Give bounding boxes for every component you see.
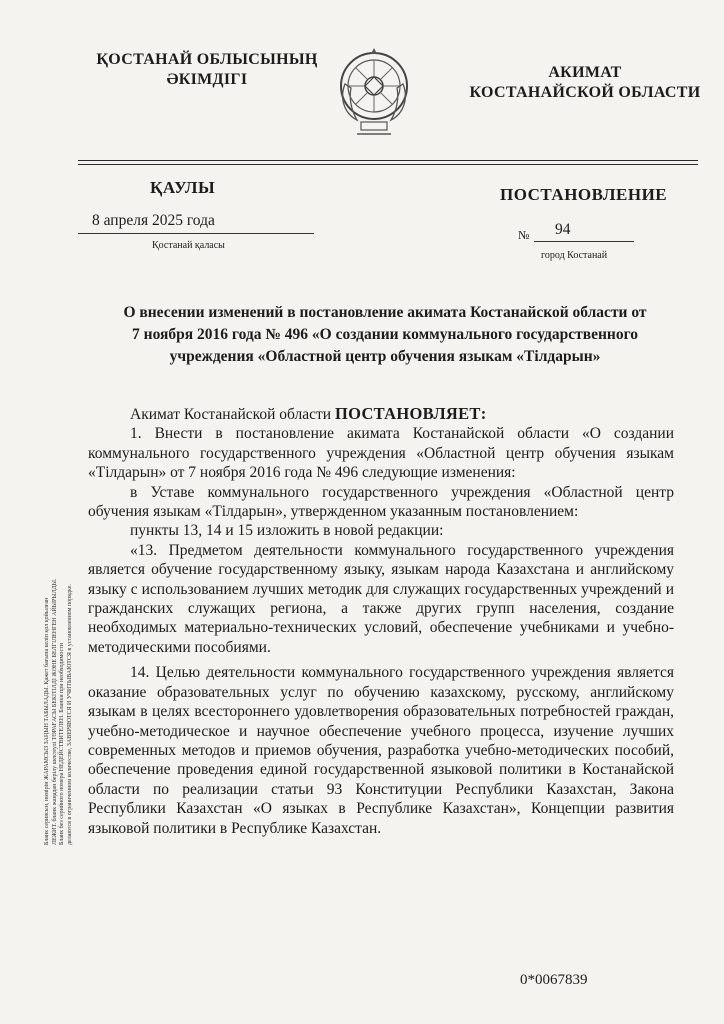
- margin-note-line4: делаются в ограниченном количестве, ЗАВЕРЯЮТСЯ И УЧИТЫВАЮТСЯ в установленном порядке.: [66, 584, 73, 845]
- intro-paragraph: [88, 404, 674, 424]
- kazakhstan-state-emblem-icon: [337, 44, 411, 140]
- header-divider-thick: [78, 160, 698, 161]
- header-divider-thin: [78, 164, 698, 165]
- date-underline: [78, 233, 314, 234]
- paragraph-2: в Уставе коммунального государственного учреждения «Областной центр обучения языкам «Тілдарын», утвержденном указанным постановлением:: [88, 483, 674, 521]
- number-label: №: [518, 228, 530, 242]
- header-kz-line1: ҚОСТАНАЙ ОБЛЫСЫНЫҢ: [96, 51, 318, 68]
- paragraph-13: «13. Предметом деятельности коммунального государственного учреждения является обучение государственному языку, языкам народа Казахстана и английскому языку с использованием лучших методик для служащих государственных учреждений и гражданских служащих региона, а также других групп населения, создание необходимых материально-технических условий, обеспечение учебниками и учебно-методическими пособиями.: [88, 541, 674, 656]
- header-ru-line2: КОСТАНАЙСКОЙ ОБЛАСТИ: [469, 84, 701, 101]
- intro-resolves: ПОСТАНОВЛЯЕТ:: [334, 404, 487, 423]
- decree-title: [85, 302, 685, 368]
- number-underline: [534, 241, 634, 242]
- paragraph-14: 14. Целью деятельности коммунального государственного учреждения является оказание образовательных услуг по обучению казахскому, русскому, английскому языкам в целях всестороннего удовлетворения образовательных потребностей граждан, учебно-методическое и научное обеспечение учебного процесса, изучение лучших современных методов и приемов обучения, разработка учебно-методических пособий, обеспечение проведения единой государственной языковой политики в Костанайской области по реализации статьи 93 Конституции Республики Казахстан, Закона Республики Казахстан «О языках в Республике Казахстан», Концепции развития языковой политики в Республике Казахстан.: [88, 664, 674, 837]
- header-ru-line1: АКИМАТ: [548, 64, 622, 81]
- title-line3: учреждения «Областной центр обучения языкам «Тілдарын»: [169, 348, 601, 365]
- margin-note-line1: Бланк сериясын, нөмірін ЖАРАМСЫЗ ЗАҢЫН ТАБЫЛАДЫ. Қажет бағына келіп қол қойылған: [44, 597, 50, 845]
- decree-date: 8 апреля 2025 года: [92, 212, 215, 229]
- title-line1: О внесении изменений в постановление акимата Костанайской области от: [123, 304, 647, 321]
- city-ru: город Костанай: [541, 250, 608, 261]
- header-kz: [62, 50, 352, 90]
- header-ru: [460, 63, 710, 103]
- margin-note: [44, 405, 74, 845]
- margin-note-line2: ЛЕЖИТ. бланк жаңадан берілу шектеулі ТӨРАҒАСЫ БЕКІТІЛДІ ЖӘНЕ БЕЛГІЛЕНГЕН АЙЫРЫЛДЫ.: [51, 578, 58, 845]
- blank-serial-number: 0*0067839: [520, 972, 588, 988]
- title-line2: 7 ноября 2016 года № 496 «О создании коммунального государственного: [132, 326, 638, 343]
- paragraph-1: 1. Внести в постановление акимата Костанайской области «О создании коммунального государственного учреждения «Областной центр обучения языкам «Тілдарын» от 7 ноября 2016 года № 496 следующие изменения:: [88, 425, 674, 482]
- paragraph-3: пункты 13, 14 и 15 изложить в новой редакции:: [130, 522, 444, 540]
- doc-type-kz: ҚАУЛЫ: [150, 178, 216, 197]
- doc-type-ru: ПОСТАНОВЛЕНИЕ: [500, 185, 668, 204]
- decree-number: 94: [555, 221, 571, 238]
- header-kz-line2: ӘКІМДІГІ: [166, 71, 248, 88]
- decree-body: [88, 404, 674, 838]
- intro-text: Акимат Костанайской области: [130, 406, 335, 423]
- city-kz: Қостанай қаласы: [152, 240, 225, 251]
- margin-note-line3: Бланк без серийного номера НЕДЕЙСТВИТЕЛЕН. Бланки при необходимости: [59, 643, 66, 845]
